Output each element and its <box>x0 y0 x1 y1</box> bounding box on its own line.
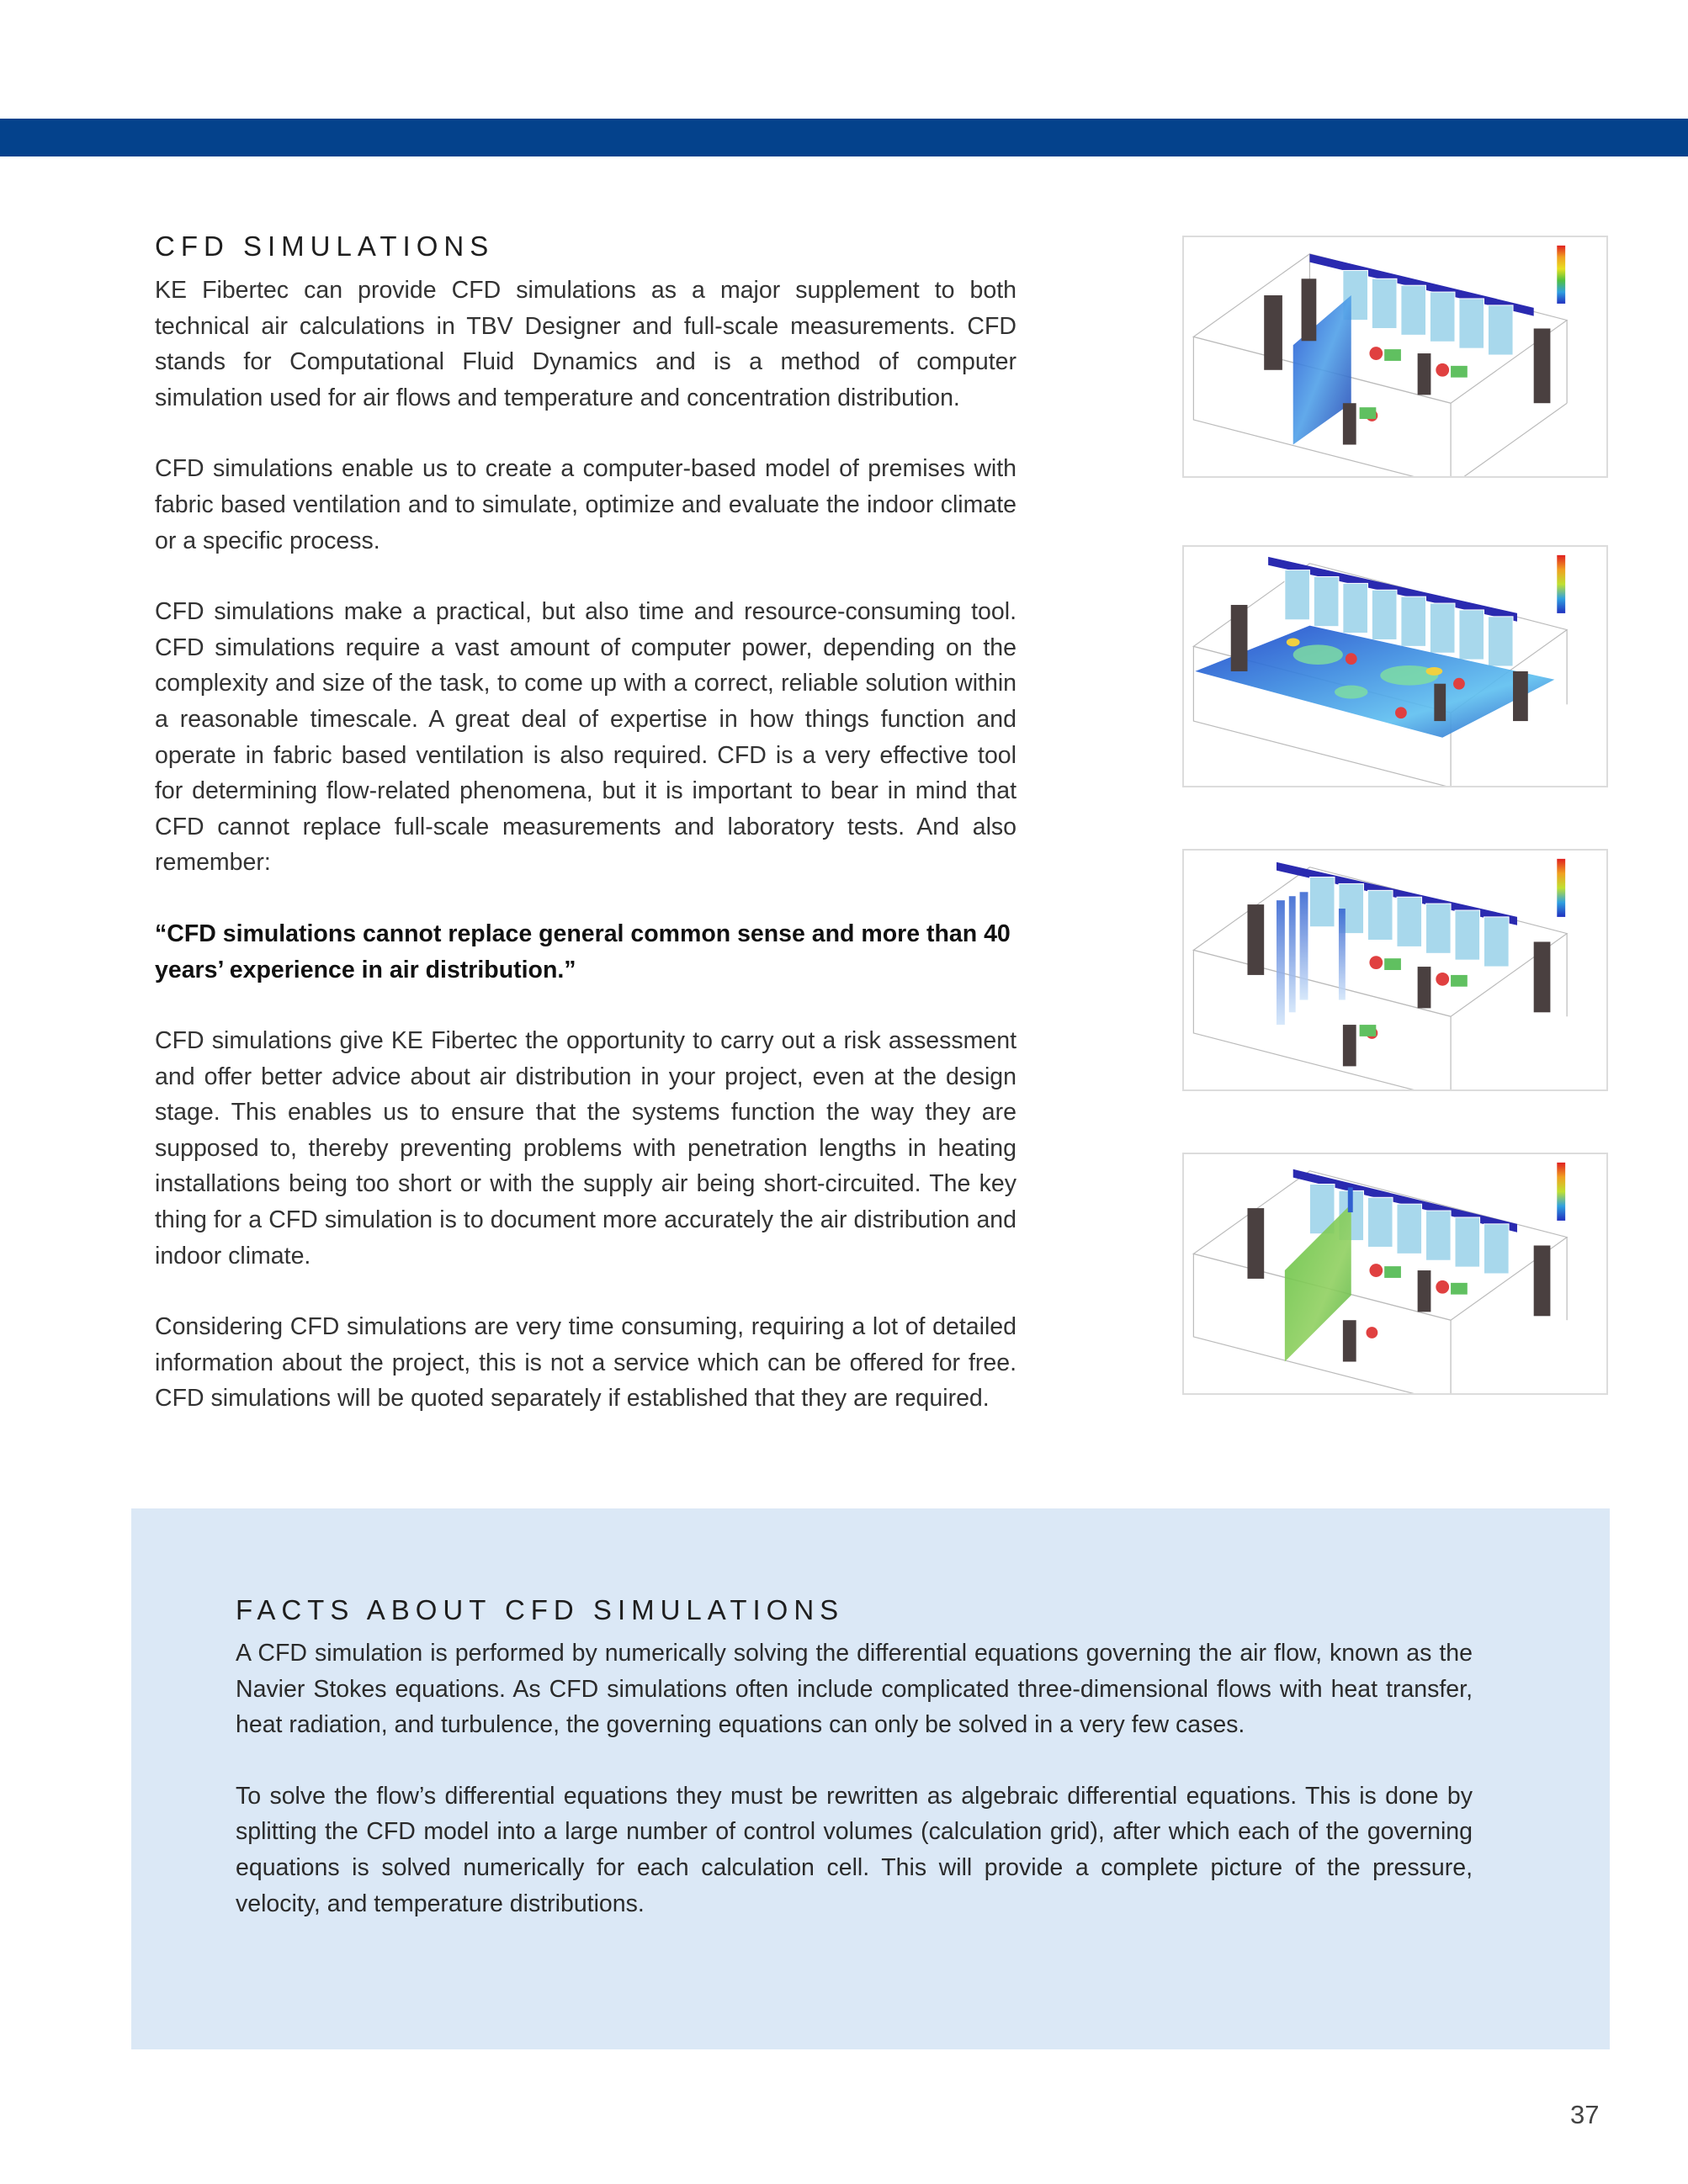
pricing-paragraph: Considering CFD simulations are very time consuming, requiring a lot of detailed information about the project, this is not a service which can be offered for free. CFD simulations will be quoted separately if established that they are required. <box>155 1313 1017 1413</box>
cfd-figure-vertical-temperature-plane <box>1182 1153 1608 1395</box>
facts-paragraph-navier-stokes: A CFD simulation is performed by numerically solving the differential equations governing the air flow, known as the Navier Stokes equations. As CFD simulations often include complicated three-dimensional flows with heat transfer, heat radiation, and turbulence, the governing equations can only be solved in a very few cases. <box>236 1640 1473 1739</box>
facts-text <box>236 1635 1473 1922</box>
tool-paragraph: CFD simulations make a practical, but also time and resource-consuming tool. CFD simulations require a vast amount of computer power, depending on the complexity and size of the task, to come up with a correct, reliable solution within a reasonable timescale. A great deal of expertise in how things function and operate in fabric based ventilation is also required. CFD is a very effective tool for determining flow-related phenomena, but it is important to bear in mind that CFD cannot replace full-scale measurements and laboratory tests. And also remember: <box>155 598 1017 877</box>
quote-paragraph: “CFD simulations cannot replace general common sense and more than 40 years’ experience in air distribution.” <box>155 920 1011 983</box>
cfd-figure-horizontal-plane <box>1182 545 1608 787</box>
facts-title: FACTS ABOUT CFD SIMULATIONS <box>236 1594 845 1625</box>
cfd-figure-vertical-streaks <box>1182 849 1608 1091</box>
model-paragraph: CFD simulations enable us to create a computer-based model of premises with fabric based ventilation and to simulate, optimize and evaluate the indoor climate or a specific process. <box>155 455 1017 554</box>
cfd-figure-vertical-velocity-plane <box>1182 236 1608 478</box>
facts-paragraph-calculation-grid: To solve the flow’s differential equations they must be rewritten as algebraic differential equations. This is done by splitting the CFD model into a large number of control volumes (calculation grid), after which each of the governing equations is solved numerically for each calculation cell. This will provide a complete picture of the pressure, velocity, and temperature distributions. <box>236 1782 1473 1917</box>
header-bar <box>0 119 1688 156</box>
intro-paragraph: KE Fibertec can provide CFD simulations as a major supplement to both technical air calculations in TBV Designer and full-scale measurements. CFD stands for Computational Fluid Dynamics and is a method of computer simulation used for air flows and temperature and concentration distribution. <box>155 277 1017 411</box>
page-number: 37 <box>1570 2100 1600 2129</box>
section-title: CFD SIMULATIONS <box>155 231 495 262</box>
risk-paragraph: CFD simulations give KE Fibertec the opportunity to carry out a risk assessment and offer better advice about air distribution in your project, even at the design stage. This enables us to ensure that the systems function the way they are supposed to, thereby preventing problems with penetration lengths in heating installations being too short or with the supply air being short-circuited. The key thing for a CFD simulation is to document more accurately the air distribution and indoor climate. <box>155 1027 1017 1270</box>
main-text <box>155 273 1017 1417</box>
